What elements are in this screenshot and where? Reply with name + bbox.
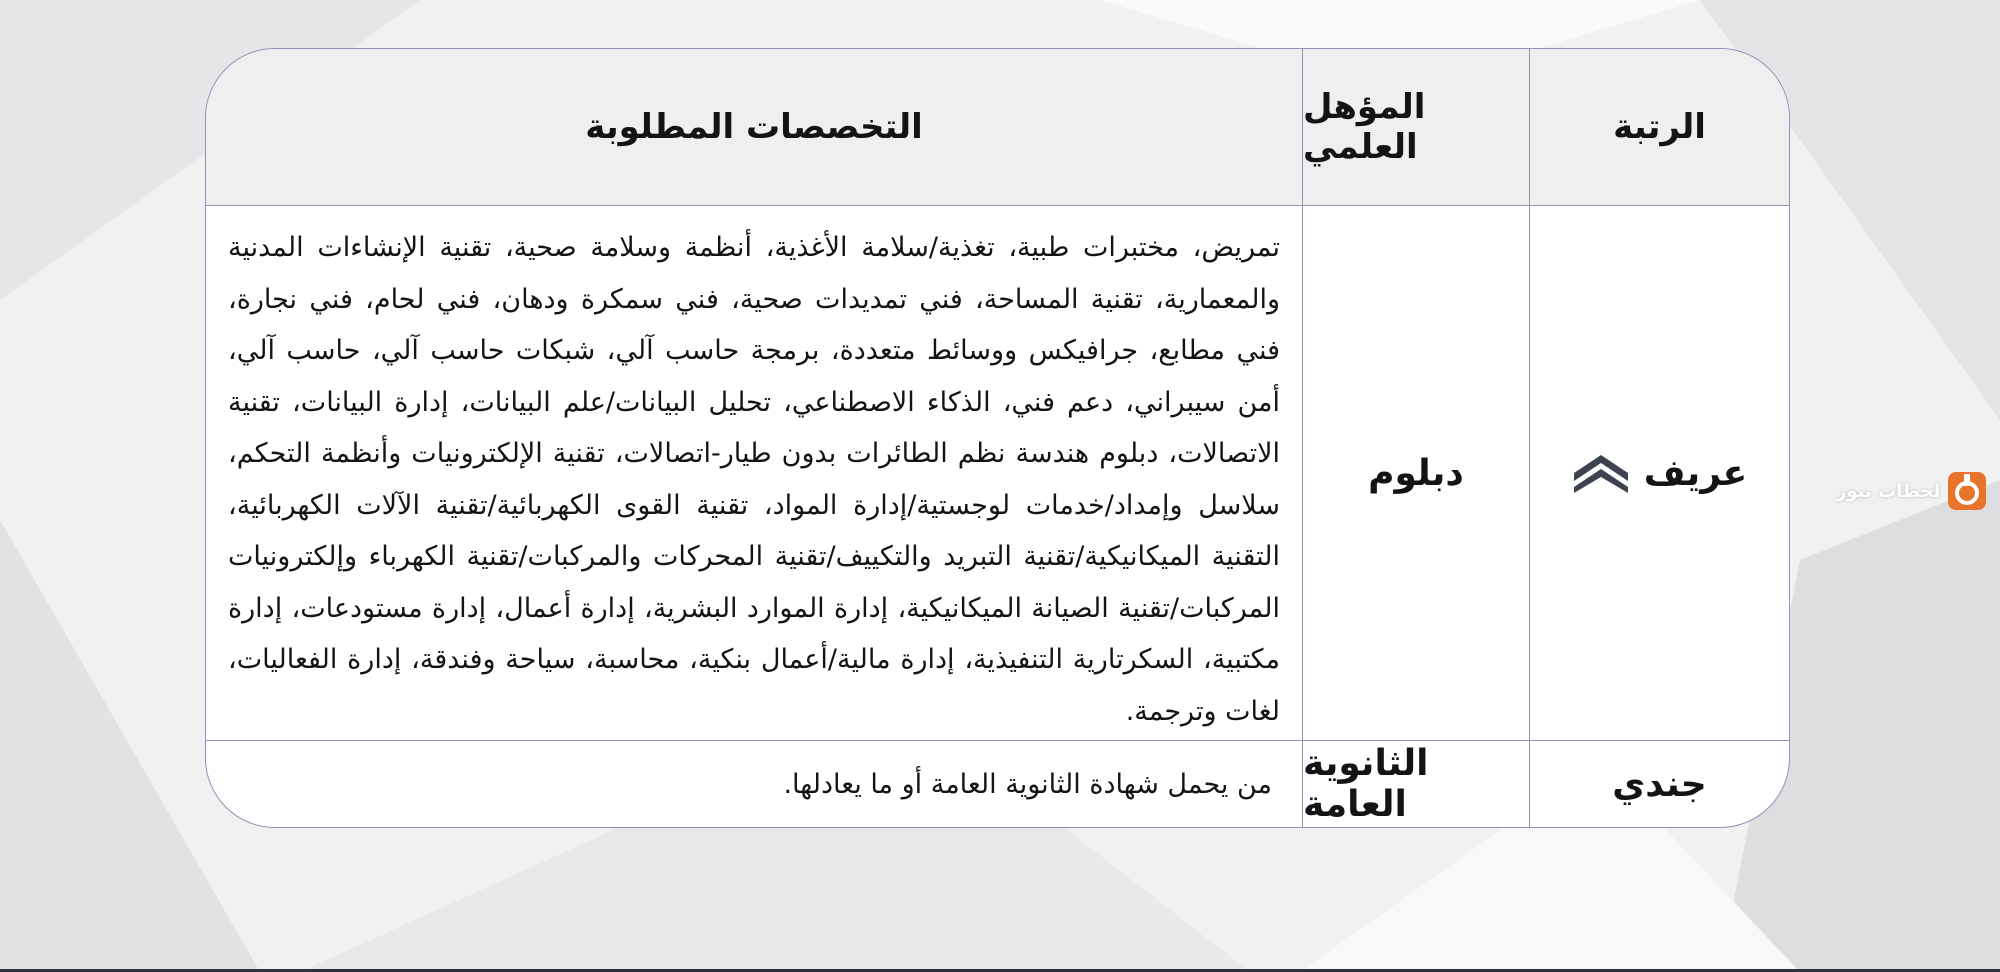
header-specializations: التخصصات المطلوبة [206,49,1303,206]
row-soldier-rank: جندي [1612,763,1707,805]
header-qualification: المؤهل العلمي [1303,49,1530,206]
corporal-chevron-icon [1572,451,1630,495]
row-soldier-qualification: الثانوية العامة [1303,741,1530,827]
logo-text: لحظات نيوز [1836,480,1941,502]
row-corporal-rank: عريف [1643,452,1748,494]
requirements-table [205,48,1790,828]
header-rank: الرتبة [1530,49,1789,206]
row-soldier-specializations: من يحمل شهادة الثانوية العامة أو ما يعادلها. [206,741,1303,827]
row-corporal-qualification: دبلوم [1303,206,1530,741]
row-corporal-rank-cell [1530,206,1789,741]
site-logo [1836,470,1988,512]
row-corporal-specializations: تمريض، مختبرات طبية، تغذية/سلامة الأغذية، أنظمة وسلامة صحية، تقنية الإنشاءات المدنية والمعمارية، تقنية المساحة، فني تمديدات صحية، فني سمكرة ودهان، فني لحام، فني نجارة، فني مطابع، جرافيكس ووسائط متعددة، برمجة حاسب آلي، شبكات حاسب آلي، حاسب آلي، أمن سيبراني، دعم فني، الذكاء الاصطناعي، تحليل البيانات/علم البيانات، إدارة البيانات، تقنية الاتصالات، دبلوم هندسة نظم الطائرات بدون طيار-اتصالات، تقنية الإلكترونيات وأنظمة التحكم، سلاسل وإمداد/خدمات لوجستية/إدارة المواد، تقنية القوى الكهربائية/تقنية الآلات الكهربائية، التقنية الميكانيكية/تقنية التبريد والتكييف/تقنية المحركات والمركبات/تقنية الكهرباء وإلكترونيات المركبات/تقنية الصيانة الميكانيكية، إدارة الموارد البشرية، إدارة أعمال، إدارة مستودعات، إدارة مكتبية، السكرتارية التنفيذية، إدارة مالية/أعمال بنكية، محاسبة، سياحة وفندقة، إدارة الفعاليات، لغات وترجمة. [206,206,1303,741]
site-logo-icon [1946,470,1988,512]
